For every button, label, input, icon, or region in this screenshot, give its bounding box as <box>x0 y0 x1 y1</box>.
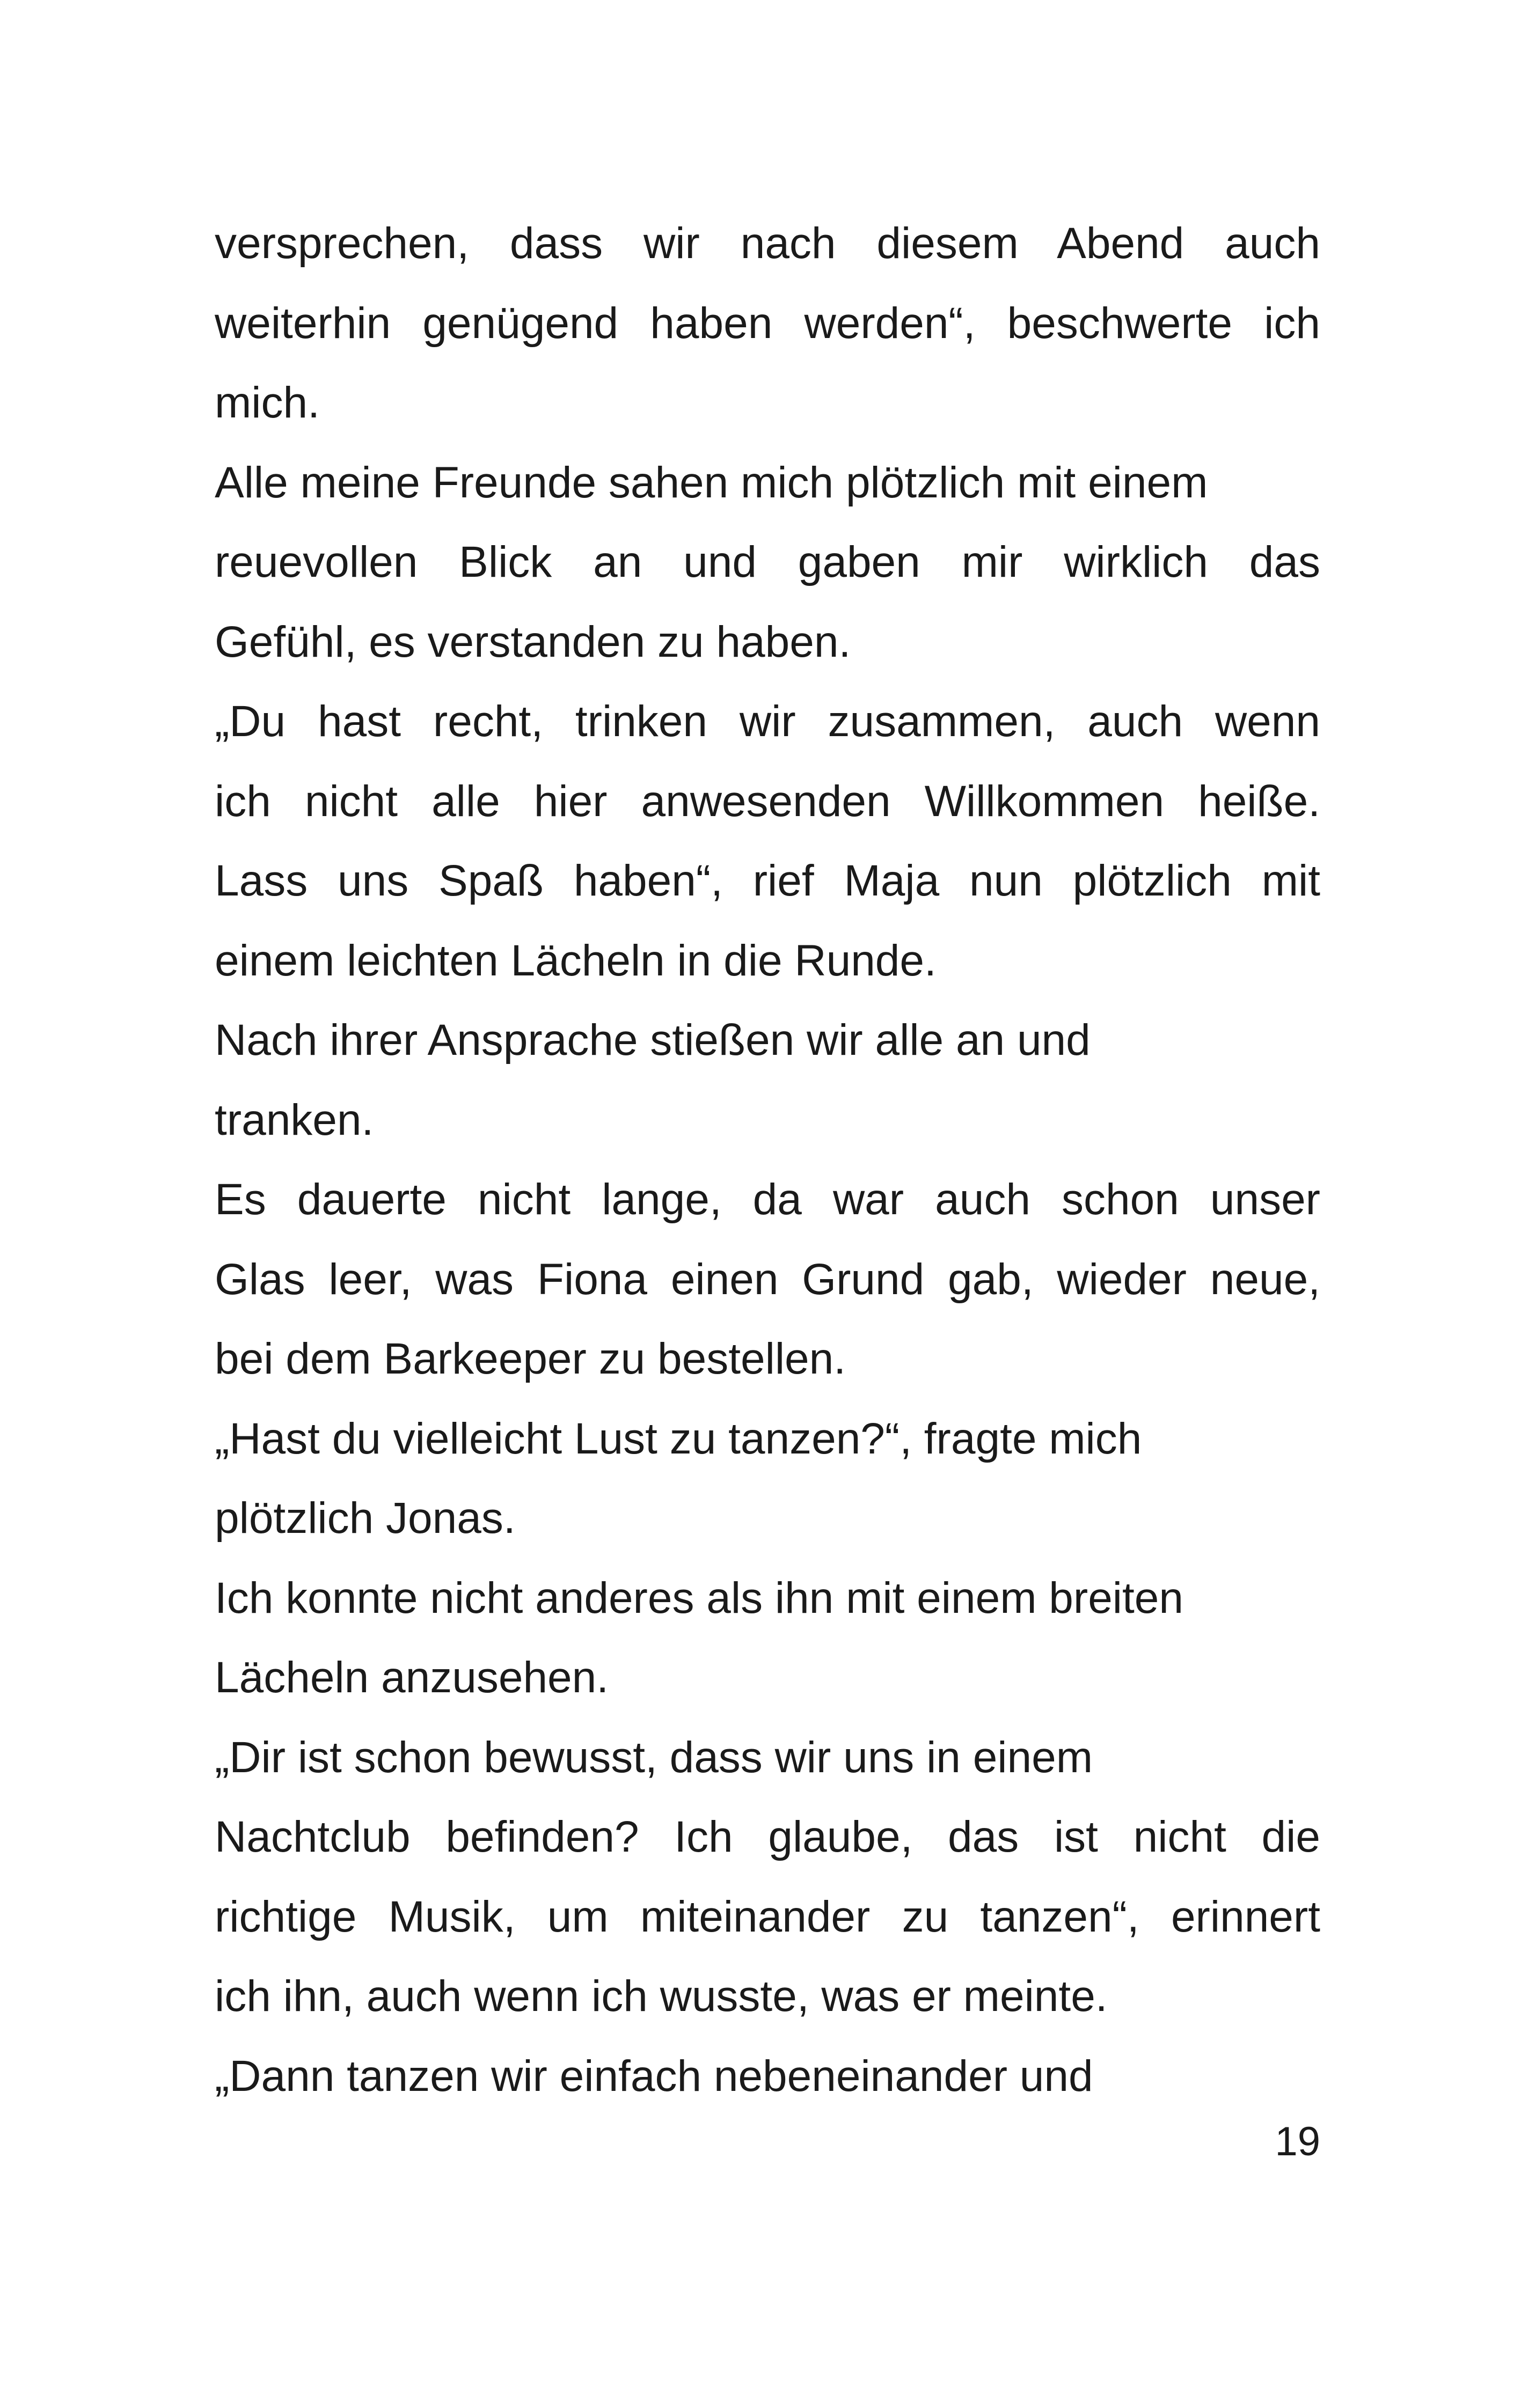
text-line: „Du hast recht, trinken wir zusammen, auch wenn <box>215 697 1320 746</box>
text-line: Gefühl, es verstanden zu haben. <box>215 617 851 666</box>
text-line: Es dauerte nicht lange, da war auch schon unser <box>215 1175 1320 1224</box>
text-line: Ich konnte nicht anderes als ihn mit einem breiten <box>215 1573 1184 1623</box>
text-line: ich ihn, auch wenn ich wusste, was er meinte. <box>215 1972 1108 2021</box>
text-line: Nachtclub befinden? Ich glaube, das ist nicht die <box>215 1812 1320 1861</box>
text-line: tranken. <box>215 1095 374 1144</box>
text-line: plötzlich Jonas. <box>215 1494 516 1543</box>
text-line: versprechen, dass wir nach diesem Abend auch <box>215 219 1320 268</box>
text-line: richtige Musik, um miteinander zu tanzen“, erinnert <box>215 1892 1320 1941</box>
text-line: „Dir ist schon bewusst, dass wir uns in einem <box>215 1732 1093 1782</box>
text-line: ich nicht alle hier anwesenden Willkommen heiße. <box>215 776 1320 826</box>
text-line: Lächeln anzusehen. <box>215 1653 609 1702</box>
text-line: mich. <box>215 378 320 427</box>
page-number: 19 <box>1275 2119 1320 2164</box>
text-line: weiterhin genügend haben werden“, beschwerte ich <box>215 298 1320 348</box>
text-line: einem leichten Lächeln in die Runde. <box>215 936 937 985</box>
text-line: Nach ihrer Ansprache stießen wir alle an und <box>215 1016 1091 1064</box>
text-line: Lass uns Spaß haben“, rief Maja nun plötzlich mit <box>215 856 1320 905</box>
text-line: bei dem Barkeeper zu bestellen. <box>215 1334 846 1383</box>
text-line: Glas leer, was Fiona einen Grund gab, wieder neue, <box>215 1254 1320 1304</box>
text-line: reuevollen Blick an und gaben mir wirklich das <box>215 538 1320 586</box>
text-line: „Dann tanzen wir einfach nebeneinander und <box>215 2051 1093 2101</box>
body-text <box>215 204 1320 2116</box>
text-line: Alle meine Freunde sahen mich plötzlich mit einem <box>215 458 1208 507</box>
text-line: „Hast du vielleicht Lust zu tanzen?“, fragte mich <box>215 1414 1142 1463</box>
